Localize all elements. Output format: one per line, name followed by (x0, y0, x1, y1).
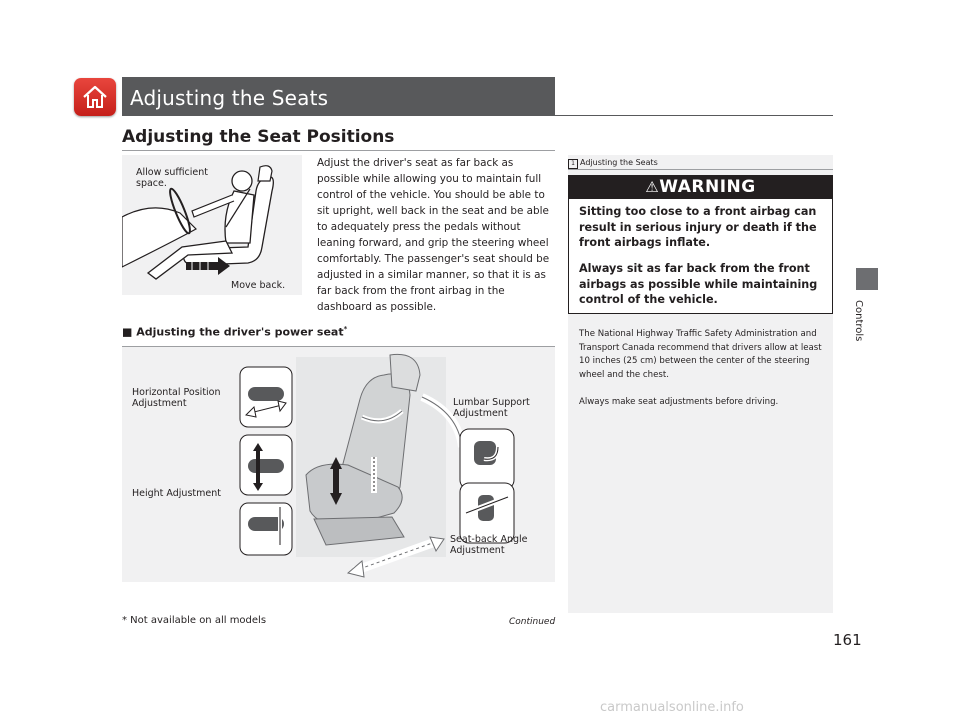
section-title: Adjusting the Seats (130, 86, 329, 110)
warning-text-2: Always sit as far back from the front airbags as possible while maintaining control of the vehicle. (579, 262, 818, 306)
label-seatback-adjustment: Seat-back Angle Adjustment (450, 534, 528, 556)
home-icon (81, 83, 109, 111)
label-move-back: Move back. (231, 280, 286, 291)
chapter-tab-label[interactable]: Controls (853, 300, 864, 342)
label-lumbar-adjustment: Lumbar Support Adjustment (453, 397, 530, 419)
sidebar-reference: 1 Adjusting the Seats (568, 158, 658, 169)
power-seat-figure (122, 347, 555, 582)
subheading: ■ Adjusting the driver's power seat* (122, 325, 348, 339)
label-allow-space: Allow sufficient space. (136, 167, 208, 189)
label-height-adjustment: Height Adjustment (132, 488, 221, 499)
header-rule (122, 115, 833, 116)
warning-title: ⚠WARNING (645, 177, 756, 197)
continued-label: Continued (509, 617, 556, 627)
subheading-marker: ■ (122, 325, 133, 339)
body-text: Adjust the driver's seat as far back as possible while allowing you to maintain full control of the vehicle. You should be able to sit upright, well back in the seat and be able to adequately press the pedals without leaning forward, and grip the steering wheel comfortably. The passenger's seat should be adjusted in a similar manner, so that it is as far back from the front airbag in the dashboard as possible. (317, 157, 550, 313)
sidebar-note-2: Always make seat adjustments before driving. (579, 397, 779, 407)
label-horizontal-adjustment: Horizontal Position Adjustment (132, 387, 221, 409)
home-button[interactable] (74, 78, 116, 116)
sidebar-note-1: The National Highway Traffic Safety Administration and Transport Canada recommend that drivers allow at least 10 inches (25 cm) between the center of the steering wheel and the chest. (579, 329, 822, 380)
watermark: carmanualsonline.info (600, 700, 744, 715)
seating-position-figure (122, 155, 302, 295)
reference-marker: 1 (568, 159, 578, 169)
asterisk: * (343, 325, 348, 333)
warning-icon: ⚠ (645, 178, 660, 196)
page-number: 161 (833, 631, 862, 649)
sidebar-rule (568, 169, 833, 170)
warning-text-1: Sitting too close to a front airbag can result in serious injury or death if the front airbags inflate. (579, 205, 817, 249)
page-heading: Adjusting the Seat Positions (122, 127, 395, 147)
heading-rule (122, 150, 555, 151)
footnote: * Not available on all models (122, 615, 267, 626)
chapter-tab-marker[interactable] (856, 268, 878, 290)
